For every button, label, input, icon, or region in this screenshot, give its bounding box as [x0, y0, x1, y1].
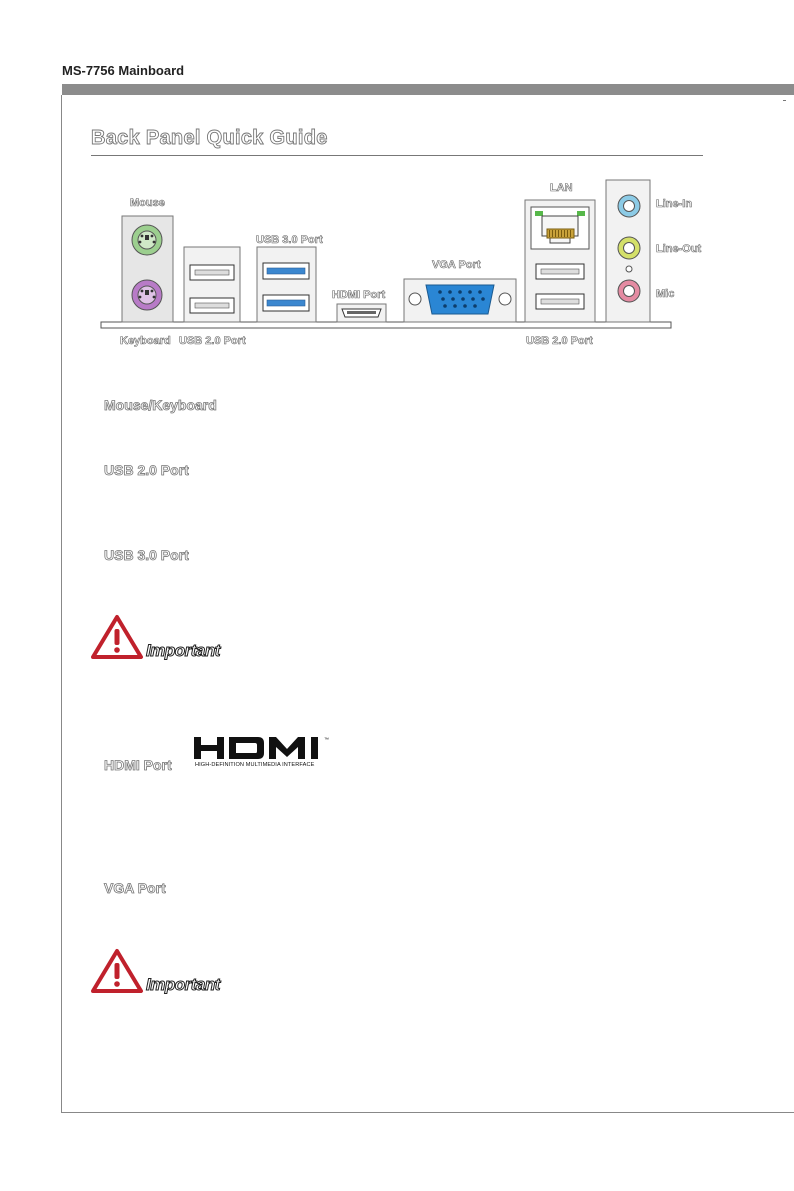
label-lan: LAN	[550, 182, 573, 194]
label-usb30: USB 3.0 Port	[256, 234, 323, 246]
hdmi-logo	[192, 735, 342, 773]
label-hdmi: HDMI Port	[332, 289, 386, 301]
important-label: Important	[146, 641, 220, 660]
label-usb20-right: USB 2.0 Port	[526, 335, 593, 347]
warning-icon	[90, 948, 144, 994]
ps2-port-group	[122, 216, 173, 322]
label-line-out: Line-Out	[656, 243, 702, 255]
lan-usb-stack	[525, 200, 595, 322]
hdmi-tagline: HIGH-DEFINITION MULTIMEDIA INTERFACE	[195, 762, 315, 768]
warning-icon	[90, 614, 144, 660]
heading-hdmi: HDMI Port	[104, 757, 172, 773]
lan-led-right	[577, 211, 585, 216]
important-label: Important	[146, 975, 220, 994]
usb20-left-stack	[184, 247, 240, 322]
back-panel-diagram	[0, 0, 794, 360]
hdmi-port	[337, 304, 386, 322]
label-mouse: Mouse	[130, 197, 165, 209]
heading-vga: VGA Port	[104, 880, 166, 896]
bottom-border	[61, 1112, 794, 1113]
heading-mouse-keyboard: Mouse/Keyboard	[104, 397, 217, 413]
usb30-stack	[257, 247, 316, 322]
lan-led-left	[535, 211, 543, 216]
label-mic: Mic	[656, 288, 675, 300]
vga-port	[404, 279, 516, 322]
label-keyboard: Keyboard	[120, 335, 171, 347]
heading-usb20: USB 2.0 Port	[104, 462, 189, 478]
audio-jack-group	[606, 180, 650, 322]
page-header-title: MS-7756 Mainboard	[62, 63, 185, 78]
label-usb20-left: USB 2.0 Port	[179, 335, 246, 347]
label-vga: VGA Port	[432, 259, 481, 271]
panel-base	[101, 322, 671, 328]
heading-usb30: USB 3.0 Port	[104, 547, 189, 563]
label-line-in: Line-In	[656, 198, 693, 210]
svg-text:™: ™	[324, 737, 329, 743]
section-title: Back Panel Quick Guide	[91, 127, 328, 149]
